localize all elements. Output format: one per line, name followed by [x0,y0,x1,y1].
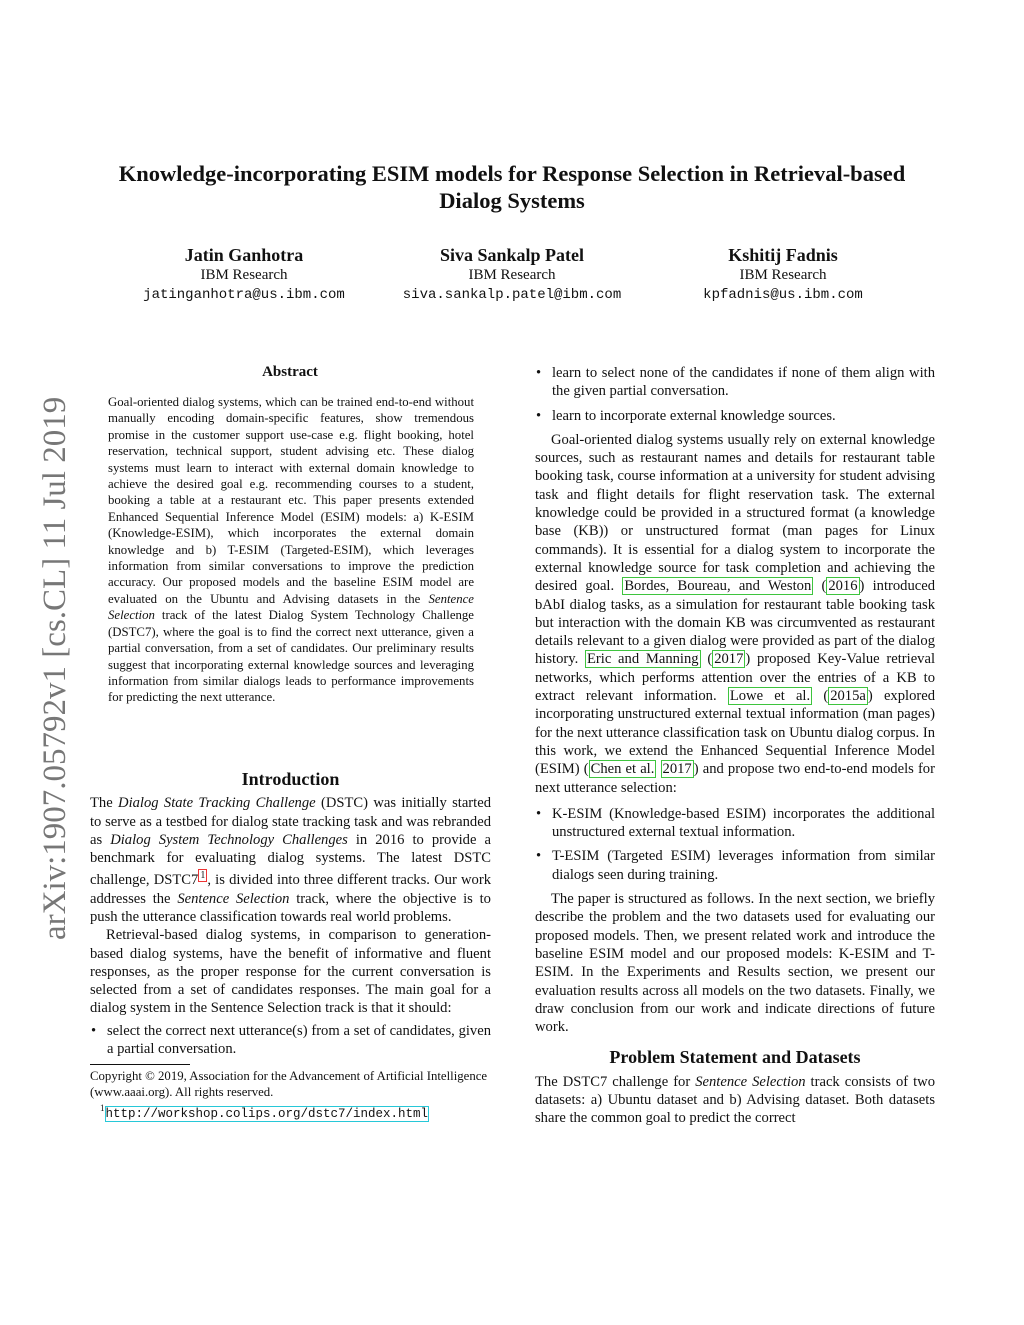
citation-year-link[interactable]: 2017 [662,761,692,778]
list-item: • T-ESIM (Targeted ESIM) leverages information from similar dialogs seen during training. [552,847,935,884]
author-block-1 [94,244,394,305]
paper-title [80,160,944,214]
list-item: • learn to incorporate external knowledge sources. [552,407,935,425]
author-block-2 [362,244,662,305]
footnote-link[interactable]: 1 [200,870,206,882]
knowledge-paragraph: Goal-oriented dialog systems usually rely on external knowledge sources, such as restaurant names and details for restaurant table booking task, course information at a university for student advising task and flight details for flight reservation task. The external knowledge could be provided in a structured format (a knowledge base (KB)) or unstructured format (man pages for Linux commands). It is essential for a dialog system to incorporate the external knowledge source for task completion and achieving the desired goal. Bordes, Boureau, and Weston ( 2016 ) introduced bAbI dialog tasks, as a simulation for restaurant table booking task but interaction with the domain KB was circumvented as restaurant details relevant to a given dialog were provided as part of the dialog history. Eric and Manning ( 2017 ) proposed Key-Value retrieval networks, which performs attention over the entries of a KB to extract relevant information. Lowe et al. ( 2015a ) explored incorporating unstructured external textual information (man pages) for the next utterance classification task on Ubuntu dialog corpus. In this work, we extend the Enhanced Sequential Inference Model (ESIM) ( Chen et al. 2017 ) and propose two end-to-end models for next utterance selection: [535,431,936,796]
list-item: • select the correct next utterance(s) from a set of candidates, given a partial conversation. [107,1022,491,1059]
intro-paragraph-2: Retrieval-based dialog systems, in comparison to generation-based dialog systems, have the benefit of informative and fluent responses, as the proper response for the current conversation is selected from a set of candidates responses. The main goal for a dialog system in the Sentence Selection track is that it should: [90,927,491,1017]
title-line-2: Dialog Systems [439,188,585,213]
author-email: kpfadnis@us.ibm.com [703,287,863,303]
author-name: Kshitij Fadnis [728,245,838,265]
footnote-divider [90,1064,190,1065]
abstract-heading: Abstract [262,364,318,380]
list-item: • K-ESIM (Knowledge-based ESIM) incorporates the additional unstructured external textual information. [552,805,935,842]
author-affiliation: IBM Research [200,267,288,283]
citation-link[interactable]: Bordes, Boureau, and Weston [624,578,812,595]
right-column-body [535,364,935,1128]
citation-link[interactable]: Eric and Manning [587,651,699,668]
intro-paragraph-1: The Dialog State Tracking Challenge (DSTC) was initially started to serve as a testbed for dialog state tracking task and was rebranded as Dialog System Technology Challenges in 2016 to provide a benchmark for evaluating dialog systems. The latest DSTC challenge, DSTC7 $^1$ , is divided into three different tracks. Our work addresses the Sentence Selection track, where the objective is to push the utterance classification towards real world problems. [90,795,491,925]
structure-paragraph: The paper is structured as follows. In the next section, we briefly describe the problem and the two datasets used for evaluating our proposed models. Then, we present related work and introduce the baseline ESIM model and our proposed models: K-ESIM and T-ESIM. In the Experiments and Results section, we present our evaluation results across all models on the two datasets. Finally, we draw conclusion from our work and indicate directions of future work. [535,891,935,1036]
author-block-3 [633,244,933,305]
arxiv-identifier: arXiv:1907.05792v1 [cs.CL] 11 Jul 2019 [37,396,73,940]
citation-year-link[interactable]: 2015a [830,688,866,705]
footnote-url-link[interactable]: http://workshop.colips.org/dstc7/index.html [105,1106,429,1121]
left-column-body [90,770,491,1122]
footnote-1: $^1$http://workshop.colips.org/dstc7/index.html [100,1103,429,1121]
author-affiliation: IBM Research [739,267,827,283]
title-line-1: Knowledge-incorporating ESIM models for Response Selection in Retrieval-based [118,161,906,186]
citation-link[interactable]: Lowe et al. [729,688,811,705]
list-item: • learn to select none of the candidates if none of them align with the given partial conversation. [552,364,935,401]
citation-year-link[interactable]: 2017 [714,651,744,668]
copyright-notice: Copyright © 2019, Association for the Advancement of Artificial Intelligence (www.aaai.org). All rights reserved. [90,1069,488,1100]
problem-statement-heading: Problem Statement and Datasets [609,1047,861,1068]
author-affiliation: IBM Research [468,267,556,283]
abstract-emphasis: Sentence Selection [108,591,474,623]
intro-heading: Introduction [241,769,340,789]
citation-link[interactable]: Chen et al. [590,761,655,778]
author-email: siva.sankalp.patel@ibm.com [402,287,622,303]
author-name: Siva Sankalp Patel [439,245,585,265]
problem-paragraph: The DSTC7 challenge for Sentence Selection track consists of two datasets: a) Ubuntu dataset and b) Advising dataset. Both datasets share the common goal to predict the correct [535,1073,935,1127]
goal-list [90,1022,491,1059]
abstract-body: Goal-oriented dialog systems, which can be trained end-to-end without manually encoding domain-specific features, show tremendous promise in the customer support use-case e.g. flight booking, hotel reservation, technical support, student advising etc. These dialog systems must learn to interact with external domain knowledge to achieve the desired goal e.g. recommending courses to a student, booking a table at a restaurant etc. This paper presents extended Enhanced Sequential Inference Model (ESIM) models: a) K-ESIM (Knowledge-ESIM), which incorporates the external domain knowledge and b) T-ESIM (Targeted-ESIM), which leverages information from similar conversations to improve the prediction accuracy. Our proposed models and the baseline ESIM model are evaluated on the Ubuntu and Advising datasets in the Sentence Selection track of the latest Dialog System Technology Challenge (DSTC7), where the goal is to find the correct next utterance, given a partial conversation, from a set of candidates. Our preliminary results suggest that incorporating external knowledge sources and leveraging information from similar dialogs leads to performance improvements for predicting the next utterance. [108,395,474,705]
citation-year-link[interactable]: 2016 [828,578,858,595]
models-list [535,805,935,884]
author-name: Jatin Ganhotra [184,245,304,265]
goal-list-continued [535,364,935,425]
author-email: jatinganhotra@us.ibm.com [143,287,345,303]
